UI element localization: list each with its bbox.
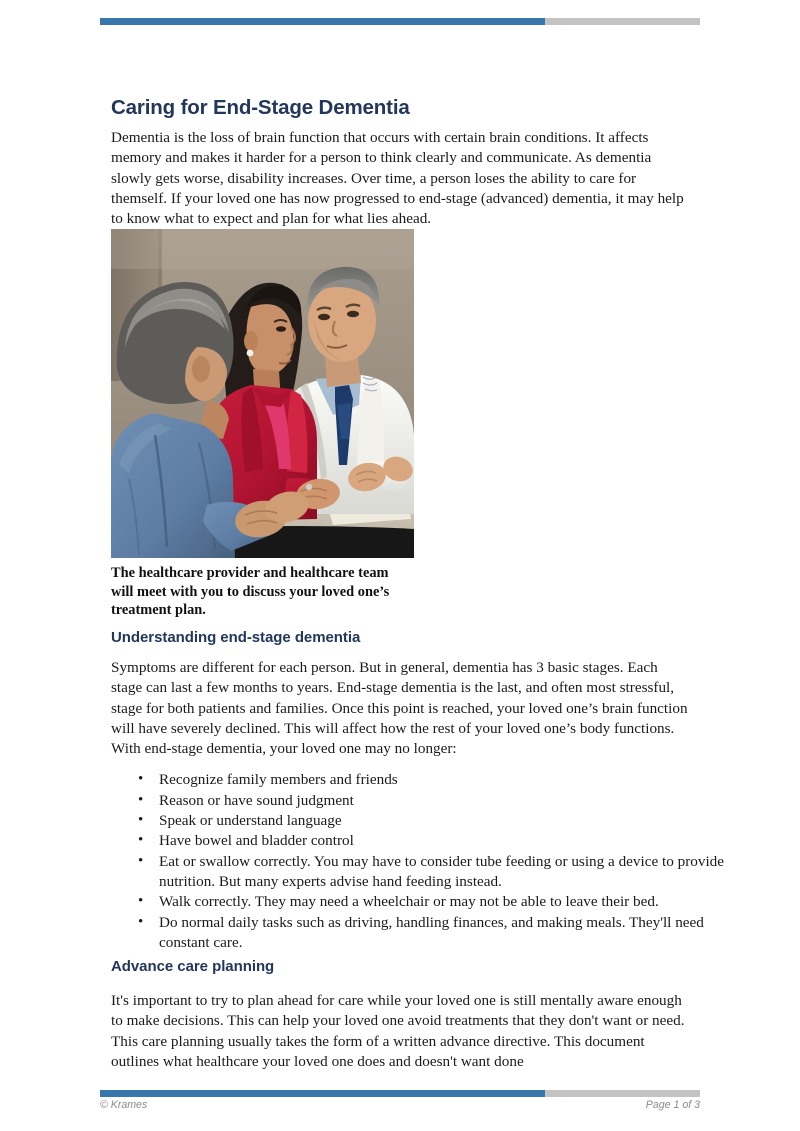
footer-page-number: Page 1 of 3 [645,1099,700,1111]
header-rule [100,18,700,25]
section-understanding-end-stage-dementia [111,629,725,953]
list-item: • Speak or understand language [148,811,733,831]
intro-paragraph-block [111,128,688,229]
list-item: • Eat or swallow correctly. You may have to consider tube feeding or using a device to provide nutrition. But many experts advise hand feeding instead. [148,852,733,893]
footer-rule-grey-segment [545,1090,700,1097]
section-paragraph-understanding: Symptoms are different for each person. But in general, dementia has 3 basic stages. Each stage can last a few months to years. End-stage dementia is the last, and often most stressful, stage for both patients and families. Once this point is reached, your loved one’s brain function will have severely declined. This will affect how the rest of your loved one’s body functions. With end-stage dementia, your loved one may no longer: [111,659,688,758]
list-item: • Recognize family members and friends [148,770,733,790]
header-rule-grey-segment [545,18,700,25]
header-rule-blue-segment [100,18,545,25]
footer-copyright: © Krames [100,1099,148,1111]
figure [111,229,414,620]
section-paragraph-advance-care-planning: It's important to try to plan ahead for care while your loved one is still mentally aware enough to make decisions. This can help your loved one avoid treatments that they don't want or need. This care planning usually takes the form of a written advance directive. This document outlines what healthcare your loved one does and doesn't want done [111,992,685,1070]
footer-rule-blue-segment [100,1090,545,1097]
list-item: • Reason or have sound judgment [148,791,733,811]
list-item: • Walk correctly. They may need a wheelchair or may not be able to leave their bed. [148,892,733,912]
list-item: • Do normal daily tasks such as driving, handling finances, and making meals. They'll need constant care. [148,913,733,954]
section-advance-care-planning [111,958,691,1072]
footer-rule [100,1090,700,1097]
section-heading-understanding: Understanding end-stage dementia [111,629,361,646]
list-item: • Have bowel and bladder control [148,831,733,851]
section-heading-advance-care-planning: Advance care planning [111,958,275,975]
understanding-bullet-list [111,770,733,953]
figure-photo [111,229,414,558]
figure-caption: The healthcare provider and healthcare team will meet with you to discuss your loved one’s treatment plan. [111,565,390,619]
intro-paragraph: Dementia is the loss of brain function that occurs with certain brain conditions. It affects memory and makes it harder for a person to think clearly and communicate. As dementia slowly gets worse, disability increases. Over time, a person loses the ability to care for themself. If your loved one has now progressed to end-stage (advanced) dementia, it may help to know what to expect and plan for what lies ahead. [111,129,684,228]
page-title: Caring for End-Stage Dementia [111,96,410,119]
